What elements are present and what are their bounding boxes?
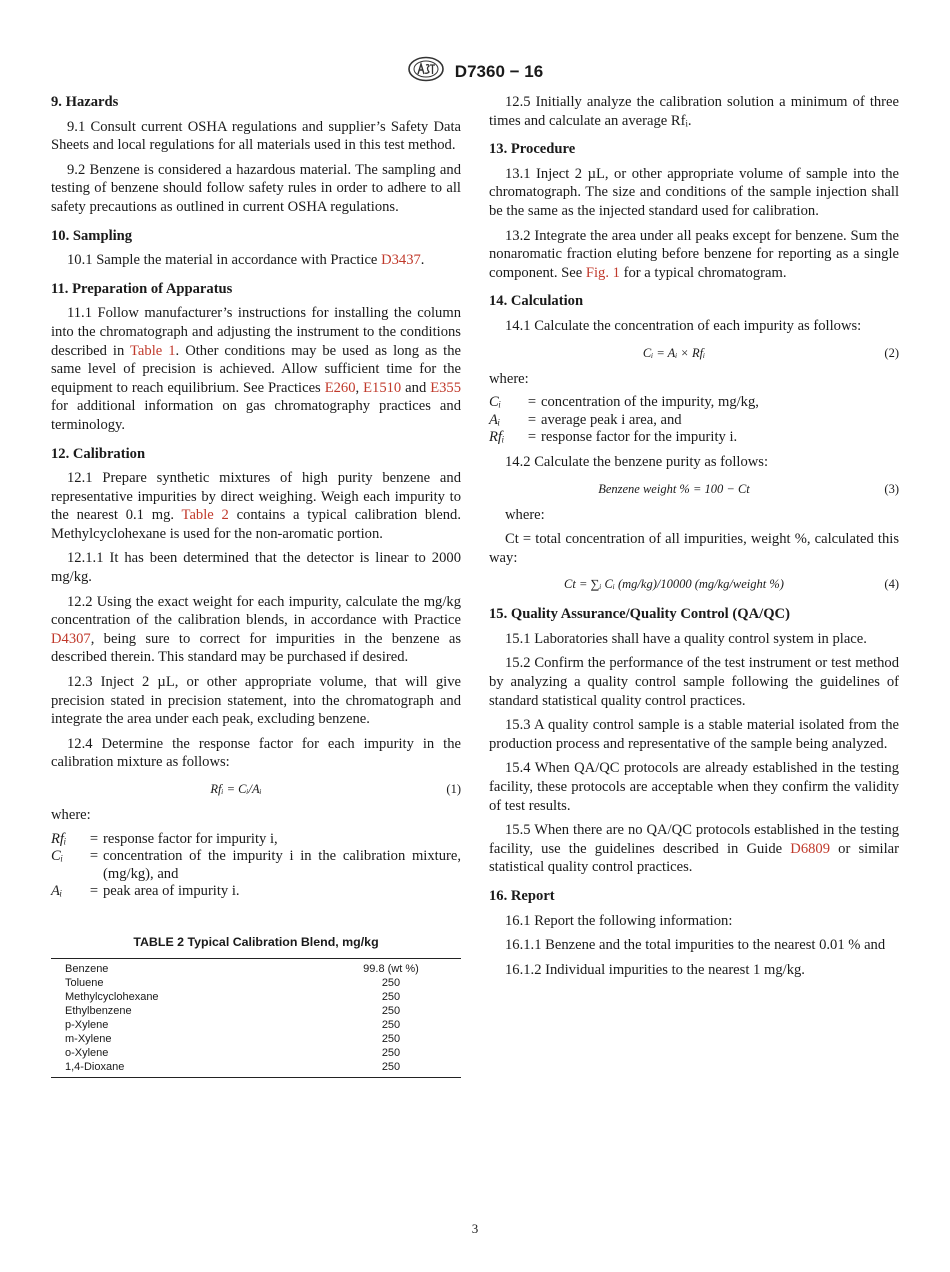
paragraph: 14.1 Calculate the concentration of each impurity as follows: [505,317,862,334]
section-title: 10. Sampling [51,227,133,244]
paragraph: 15.1 Laboratories shall have a quality control system in place. [505,630,867,647]
table-cell-name: m-Xylene [65,1032,112,1045]
paragraph [489,227,899,283]
link-table-2[interactable]: Table 2 [181,507,229,524]
paragraph: 12.4 Determine the response factor for each impurity in the calibration mixture as follows: [51,735,461,771]
definition-symbol: Rfᵢ [489,429,505,446]
definition-text: response factor for impurity i, [103,830,278,847]
paragraph [489,821,899,877]
paragraph [51,469,461,543]
text: for additional information on gas chromatography practices and terminology. [51,398,461,433]
left-column [51,93,461,1078]
text: 13.2 Integrate the area under all peaks except for benzene. Sum the nonaromatic fraction eluting before benzene for reporting as a single component. See [489,227,899,281]
where-label: where: [51,807,91,823]
paragraph: 14.2 Calculate the benzene purity as follows: [505,453,769,470]
table-cell-name: o-Xylene [65,1046,109,1059]
definition-text: concentration of the impurity, mg/kg, [541,394,759,411]
table-row [51,990,461,1004]
definition-equals: = [527,394,537,411]
link-table-1[interactable]: Table 1 [130,342,176,359]
definition-text: average peak i area, and [541,411,682,428]
section-title: 15. Quality Assurance/Quality Control (QA/QC) [489,606,790,623]
definition-row [51,883,461,901]
table-row [51,1018,461,1032]
paragraph [51,304,461,434]
table-row [51,958,461,976]
text: and [405,379,427,396]
definition-symbol: Cᵢ [489,394,502,411]
calibration-blend-table [51,958,461,1078]
equation-expression: Cᵢ = Aᵢ × Rfᵢ [642,345,706,360]
definition-symbol: Aᵢ [51,883,63,900]
definition-equals: = [527,429,537,446]
section-report [489,887,899,979]
table-cell-value: 250 [381,1032,401,1045]
text: 15.5 When there are no QA/QC protocols established in the testing facility, use the guidelines described in Guide [489,822,899,857]
section-hazards [51,93,461,217]
text: 12.2 Using the exact weight for each impurity, calculate the mg/kg concentration of the calibration blends, in accordance with Practice [51,593,461,629]
table-2-title: TABLE 2 Typical Calibration Blend, mg/kg [133,934,379,949]
link-d6809[interactable]: D6809 [790,840,831,857]
definition-equals: = [527,411,537,428]
text: for a typical chromatogram. [623,264,787,281]
paragraph [51,251,461,270]
paragraph: 16.1.2 Individual impurities to the nearest 1 mg/kg. [505,961,805,978]
definition-symbol: Rfᵢ [51,830,67,847]
table-cell-value: 99.8 (wt %) [363,962,419,975]
paragraph: 12.5 Initially analyze the calibration solution a minimum of three times and calculate an average Rfᵢ. [489,94,899,129]
equation-4 [489,573,899,595]
table-cell-name: Toluene [65,976,104,989]
table-row [51,1004,461,1018]
table-cell-value: 250 [381,1018,401,1031]
paragraph: 15.2 Confirm the performance of the test instrument or test method by analyzing a quality control sample following the guidelines of standard statistical quality control practices. [489,655,899,709]
definitions-list [489,394,899,447]
paragraph: 12.1.1 It has been determined that the detector is linear to 2000 mg/kg. [51,550,461,586]
table-row [51,1032,461,1046]
table-cell-value: 250 [381,990,401,1003]
definition-equals: = [89,848,99,865]
table-cell-name: Benzene [65,962,109,975]
paragraph: 12.3 Inject 2 µL, or other appropriate volume, that will give precision stated in precision statement, into the chromatograph and integrate the area under each peak, excluding benzene. [51,674,461,728]
paragraph: 15.3 A quality control sample is a stable material isolated from the production process and representative of the sample being analyzed. [489,717,899,752]
text: or similar statistical quality control practices. [489,840,900,876]
section-preparation [51,280,461,435]
astm-logo-icon [407,56,445,87]
definition-symbol: Cᵢ [51,848,64,865]
paragraph [51,593,461,667]
link-d3437[interactable]: D3437 [381,252,421,269]
definition-row [489,429,899,447]
definition-row [489,412,899,430]
link-e260[interactable]: E260 [324,379,356,396]
definition-text: concentration of the impurity i in the calibration mixture, (mg/kg), and [103,848,461,882]
paragraph: Ct = total concentration of all impurities, weight %, calculated this way: [489,531,899,566]
link-fig-1[interactable]: Fig. 1 [585,264,620,281]
table-row [51,1060,461,1078]
standard-designation: D7360 − 16 [454,61,544,81]
section-title: 13. Procedure [489,141,576,158]
definitions-list [51,831,461,901]
paragraph: 9.2 Benzene is considered a hazardous material. The sampling and testing of benzene should follow safety rules in order to adhere to all safety precautions as outlined in current OSHA regulations. [51,161,461,215]
table-cell-value: 250 [381,1046,401,1059]
table-cell-name: p-Xylene [65,1018,109,1031]
equation-expression: Benzene weight % = 100 − Ct [598,481,750,496]
page-header [0,56,950,87]
text: 12.1 Prepare synthetic mixtures of high purity benzene and representative impurities by direct weighing. Weigh each impurity to the nearest 0.1 mg. [51,470,461,524]
section-title: 16. Report [489,888,555,904]
link-e1510[interactable]: E1510 [363,379,402,396]
equation-1 [51,778,461,800]
text: , being sure to correct for impurities in the benzene as described therein. This standard may be purchased if desired. [51,630,461,666]
equation-number: (2) [884,345,899,360]
equation-number: (4) [884,577,899,592]
link-e355[interactable]: E355 [430,379,462,396]
table-cell-name: Ethylbenzene [65,1004,132,1017]
definition-symbol: Aᵢ [489,411,501,428]
table-row [51,1046,461,1060]
table-cell-name: 1,4-Dioxane [65,1060,125,1073]
equation-3 [489,478,899,500]
table-cell-value: 250 [381,1004,401,1017]
definition-row [51,848,461,883]
text: . Other conditions may be used as long as the same level of precision is achieved. Allow sufficient time for the equipment to reach equilibrium. See Practices [51,342,462,396]
paragraph: 16.1 Report the following information: [505,912,733,929]
equation-number: (3) [884,481,899,496]
section-title: 11. Preparation of Apparatus [51,280,233,297]
where-label: where: [489,370,529,387]
section-qa-qc [489,605,899,877]
paragraph: 15.4 When QA/QC protocols are already established in the testing facility, these protocols are acceptable when they confirm the validity of test results. [489,760,899,814]
equation-number: (1) [446,782,461,796]
text: . [420,252,425,269]
definition-equals: = [89,830,99,847]
section-calibration-continued [489,93,899,130]
definition-row [51,831,461,849]
link-d4307[interactable]: D4307 [51,630,91,647]
section-procedure [489,140,899,282]
section-title: 9. Hazards [51,94,119,110]
table-cell-name: Methylcyclohexane [65,990,159,1003]
text: , [355,379,360,396]
page-number: 3 [471,1221,479,1236]
equation-expression: Rfᵢ = Cᵢ/Aᵢ [210,782,262,796]
paragraph: 16.1.1 Benzene and the total impurities to the nearest 0.01 % and [505,937,886,954]
definition-row [489,394,899,412]
text: 10.1 Sample the material in accordance with Practice [67,252,378,269]
section-calibration [51,445,461,901]
definition-text: peak area of impurity i. [103,883,240,900]
text: contains a typical calibration blend. Methylcyclohexane is used for the non-aromatic portion. [51,507,462,542]
equation-2 [489,342,899,364]
paragraph: 13.1 Inject 2 µL, or other appropriate volume of sample into the chromatograph. The size and conditions of the sample injection shall be the same as the injected standard used for calibration. [489,165,899,219]
section-title: 14. Calculation [489,293,584,310]
where-label: where: [505,506,545,523]
section-sampling [51,227,461,270]
table-row [51,976,461,990]
table-cell-value: 250 [381,976,401,989]
definition-equals: = [89,883,99,900]
table-cell-value: 250 [381,1060,401,1073]
right-column [489,93,899,989]
section-calculation [489,292,899,595]
section-title: 12. Calibration [51,445,146,462]
equation-expression: Ct = ∑ᵢ Cᵢ (mg/kg)/10000 (mg/kg/weight %) [564,577,784,592]
text: 11.1 Follow manufacturer’s instructions for installing the column into the chromatograph and adjusting the instrument to the conditions described in [51,305,461,359]
definition-text: response factor for the impurity i. [541,429,738,446]
paragraph: 9.1 Consult current OSHA regulations and supplier’s Safety Data Sheets and local regulations for all materials used in this test method. [51,118,461,154]
